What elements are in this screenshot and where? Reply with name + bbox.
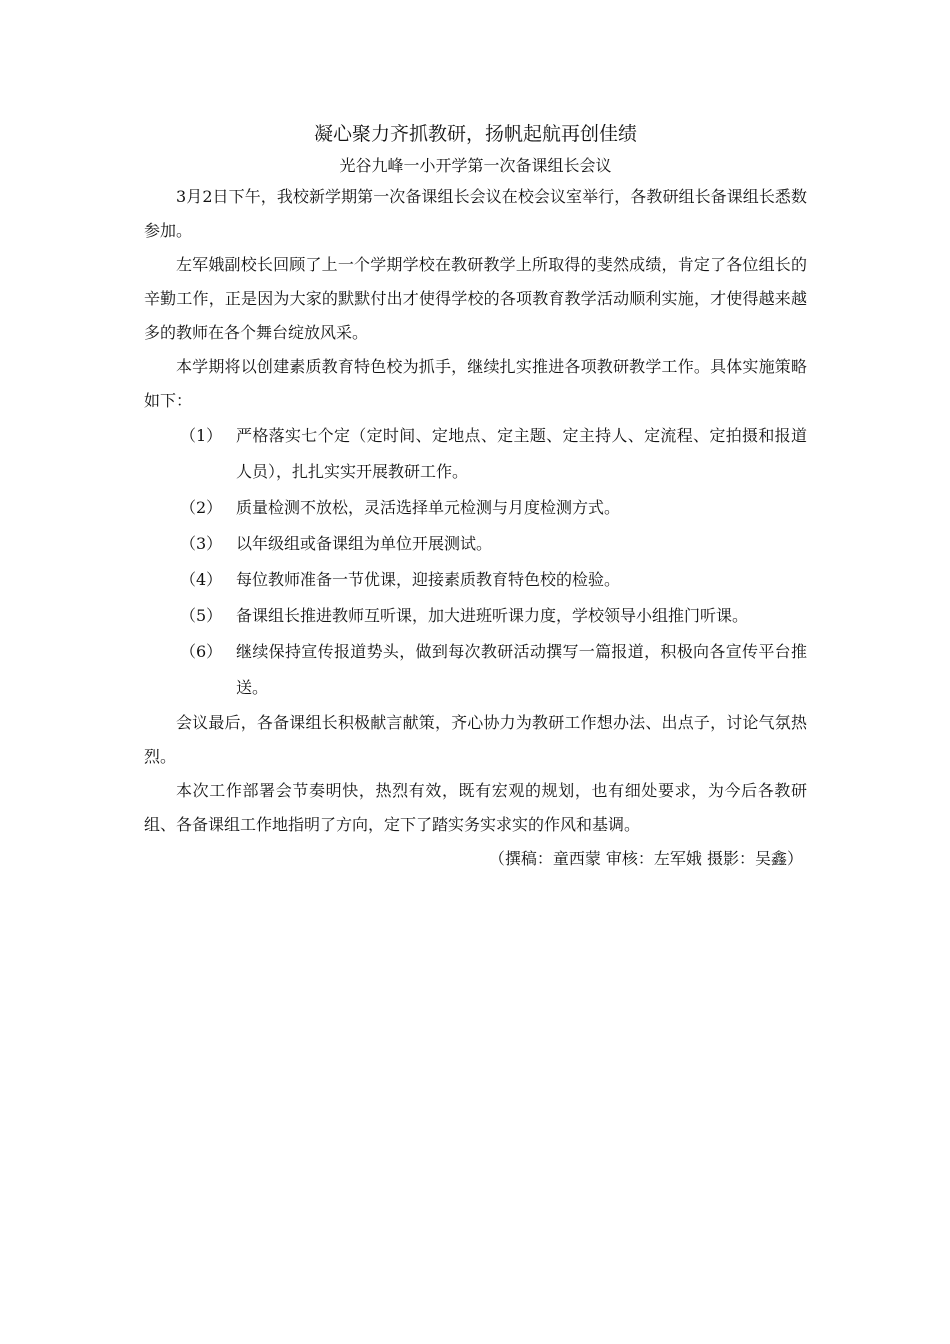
author-credit: （撰稿：童西蒙 审核：左军娥 摄影：吴鑫） bbox=[488, 849, 803, 868]
paragraph-vice-principal-review: 左军娥副校长回顾了上一个学期学校在教研教学上所取得的斐然成绩，肯定了各位组长的辛勤工作，正是因为大家的默默付出才使得学校的各项教育教学活动顺利实施，才使得越来越多的教师在各个舞台绽放风采。 bbox=[144, 255, 807, 342]
document-subtitle: 光谷九峰一小开学第一次备课组长会议 bbox=[339, 156, 612, 175]
list-item-number: （4） bbox=[180, 570, 223, 589]
strategy-list bbox=[144, 418, 807, 706]
list-item-text: 以年级组或备课组为单位开展测试。 bbox=[236, 534, 493, 553]
paragraph-meeting-intro: 3月2日下午，我校新学期第一次备课组长会议在校会议室举行，各教研组长备课组长悉数参加。 bbox=[144, 187, 807, 240]
paragraph-meeting-discussion: 会议最后，各备课组长积极献言献策，齐心协力为教研工作想办法、出点子，讨论气氛热烈。 bbox=[144, 713, 807, 766]
document-body bbox=[144, 112, 807, 876]
list-item-number: （1） bbox=[180, 426, 223, 445]
list-item-text: 备课组长推进教师互听课，加大进班听课力度，学校领导小组推门听课。 bbox=[236, 606, 749, 625]
list-item-number: （2） bbox=[180, 498, 223, 517]
list-item-text: 每位教师准备一节优课，迎接素质教育特色校的检验。 bbox=[236, 570, 621, 589]
paragraph-semester-plan: 本学期将以创建素质教育特色校为抓手，继续扎实推进各项教研教学工作。具体实施策略如下： bbox=[144, 357, 807, 410]
list-item bbox=[144, 562, 807, 598]
list-item bbox=[144, 634, 807, 706]
document-title: 凝心聚力齐抓教研，扬帆起航再创佳绩 bbox=[313, 123, 637, 145]
list-item bbox=[144, 490, 807, 526]
list-item bbox=[144, 526, 807, 562]
list-item-number: （6） bbox=[180, 642, 223, 661]
list-item-text: 严格落实七个定（定时间、定地点、定主题、定主持人、定流程、定拍摄和报道人员），扎扎实实开展教研工作。 bbox=[236, 426, 807, 481]
list-item-number: （5） bbox=[180, 606, 223, 625]
list-item-text: 继续保持宣传报道势头，做到每次教研活动撰写一篇报道，积极向各宣传平台推送。 bbox=[236, 642, 807, 697]
list-item bbox=[144, 418, 807, 490]
list-item bbox=[144, 598, 807, 634]
paragraph-meeting-summary: 本次工作部署会节奏明快，热烈有效，既有宏观的规划，也有细处要求，为今后各教研组、各备课组工作地指明了方向，定下了踏实务实求实的作风和基调。 bbox=[144, 781, 807, 834]
list-item-number: （3） bbox=[180, 534, 223, 553]
list-item-text: 质量检测不放松，灵活选择单元检测与月度检测方式。 bbox=[236, 498, 621, 517]
